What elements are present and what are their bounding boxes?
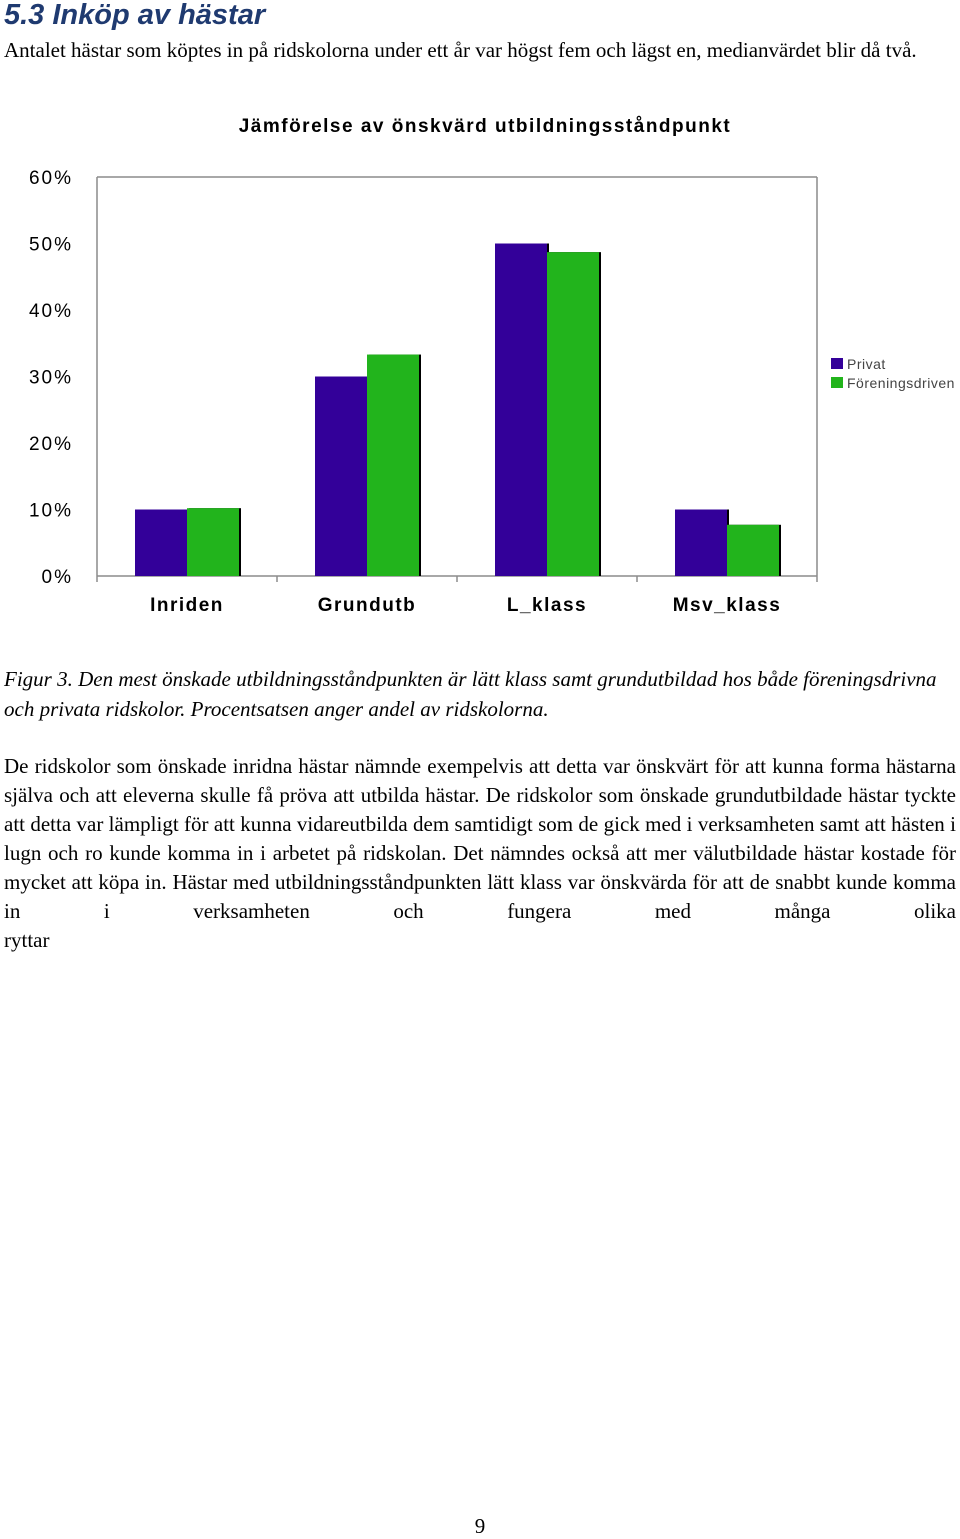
y-tick-label: 30% — [28, 367, 73, 389]
y-tick-label: 20% — [28, 434, 73, 455]
x-axis — [97, 576, 817, 616]
y-tick-label: 40% — [28, 301, 73, 322]
x-tick-label: Inriden — [150, 595, 224, 616]
page-number: 9 — [474, 1514, 486, 1538]
y-tick-label: 50% — [28, 234, 73, 256]
bar — [187, 508, 239, 576]
legend-label: Privat — [847, 356, 886, 372]
bar-chart — [0, 100, 960, 630]
body-paragraph — [4, 752, 956, 955]
body-text-main: De ridskolor som önskade inridna hästar nämnde exempelvis att detta var önskvärt för att kunna forma hästarna själva och att eleverna skulle få pröva att utbilda hästar. De ridskolor som önskade grundutbildade hästar tyckte att detta var lämpligt för att kunna vidareutbilda dem samtidigt som de gick med i verksamheten samt att hästen i lugn och ro kunde komma in i arbetet på ridskolan. Det nämndes också att mer välutbildade hästar kostade för mycket att köpa in. Hästar med utbildningsståndpunkten lätt klass var önskvärda för att de snabbt kunde komma in i verksamheten och fungera med många olika — [4, 754, 956, 923]
chart-title: Jämförelse av önskvärd utbildningsståndpunkt — [238, 116, 732, 137]
x-tick-label: L_klass — [506, 595, 588, 616]
x-tick-label: Msv_klass — [672, 595, 782, 616]
bar — [495, 244, 547, 577]
y-tick-label: 10% — [28, 500, 73, 522]
legend-swatch — [831, 358, 843, 369]
legend-swatch — [831, 377, 843, 388]
figure-caption: Figur 3. Den mest önskade utbildningsståndpunkten är lätt klass samt grundutbildad hos både föreningsdrivna och privata ridskolor. Procentsatsen anger andel av ridskolorna. — [4, 667, 937, 721]
intro-paragraph: Antalet hästar som köptes in på ridskolorna under ett år var högst fem och lägst en, medianvärdet blir då två. — [4, 38, 917, 62]
bar — [675, 510, 727, 577]
section-heading: 5.3 Inköp av hästar — [4, 0, 266, 31]
bar-series-group — [135, 244, 781, 577]
bar — [367, 355, 419, 576]
y-axis — [29, 168, 73, 588]
y-tick-label: 0% — [41, 567, 73, 588]
bar — [315, 377, 367, 577]
bar — [135, 510, 187, 577]
bar — [727, 525, 779, 576]
body-text-last: ryttar — [4, 928, 50, 952]
legend-label: Föreningsdriven — [847, 375, 955, 391]
x-tick-label: Grundutb — [317, 595, 417, 616]
y-tick-label: 60% — [28, 168, 73, 189]
chart-legend — [831, 356, 955, 391]
bar — [547, 252, 599, 576]
